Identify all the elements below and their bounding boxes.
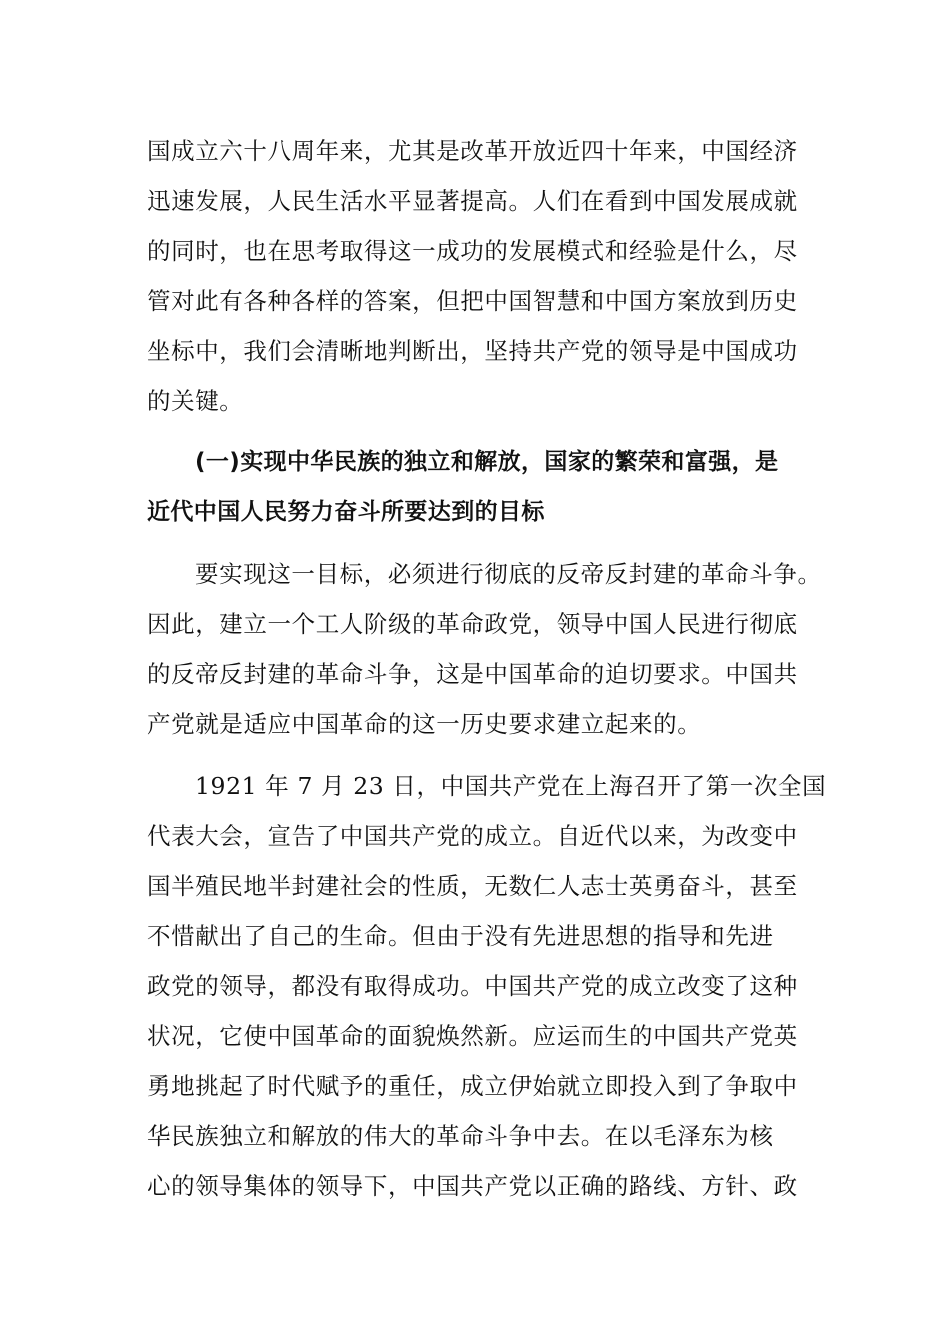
paragraph-3-line-3: 国半殖民地半封建社会的性质，无数仁人志士英勇奋斗，甚至 (147, 872, 798, 900)
paragraph-2-line-4: 产党就是适应中国革命的这一历史要求建立起来的。 (147, 710, 702, 738)
section-heading-line-2: 近代中国人民努力奋斗所要达到的目标 (147, 499, 545, 525)
paragraph-3-line-5: 政党的领导，都没有取得成功。中国共产党的成立改变了这种 (147, 972, 798, 1000)
paragraph-3-line-7: 勇地挑起了时代赋予的重任，成立伊始就立即投入到了争取中 (147, 1072, 798, 1100)
paragraph-3-line-1: 1921 年 7 月 23 日，中国共产党在上海召开了第一次全国 (195, 772, 827, 800)
section-heading-line-1: (一)实现中华民族的独立和解放，国家的繁荣和富强，是 (195, 449, 779, 475)
paragraph-2-line-3: 的反帝反封建的革命斗争，这是中国革命的迫切要求。中国共 (147, 660, 798, 688)
paragraph-1-line-2: 迅速发展，人民生活水平显著提高。人们在看到中国发展成就 (147, 187, 798, 215)
paragraph-3-line-6: 状况，它使中国革命的面貌焕然新。应运而生的中国共产党英 (147, 1022, 798, 1050)
paragraph-2-line-2: 因此，建立一个工人阶级的革命政党，领导中国人民进行彻底 (147, 610, 798, 638)
paragraph-1-line-3: 的同时，也在思考取得这一成功的发展模式和经验是什么，尽 (147, 237, 798, 265)
paragraph-1-line-5: 坐标中，我们会清晰地判断出，坚持共产党的领导是中国成功 (147, 337, 798, 365)
paragraph-1-line-1: 国成立六十八周年来，尤其是改革开放近四十年来，中国经济 (147, 137, 798, 165)
paragraph-2-line-1: 要实现这一目标，必须进行彻底的反帝反封建的革命斗争。 (195, 560, 822, 588)
paragraph-3-line-9: 心的领导集体的领导下，中国共产党以正确的路线、方针、政 (147, 1172, 798, 1200)
paragraph-1-line-4: 管对此有各种各样的答案，但把中国智慧和中国方案放到历史 (147, 287, 798, 315)
paragraph-3-line-4: 不惜献出了自己的生命。但由于没有先进思想的指导和先进 (147, 922, 774, 950)
paragraph-3-line-8: 华民族独立和解放的伟大的革命斗争中去。在以毛泽东为核 (147, 1122, 774, 1150)
paragraph-1-line-6: 的关键。 (147, 387, 244, 415)
paragraph-3-line-2: 代表大会，宣告了中国共产党的成立。自近代以来，为改变中 (147, 822, 798, 850)
